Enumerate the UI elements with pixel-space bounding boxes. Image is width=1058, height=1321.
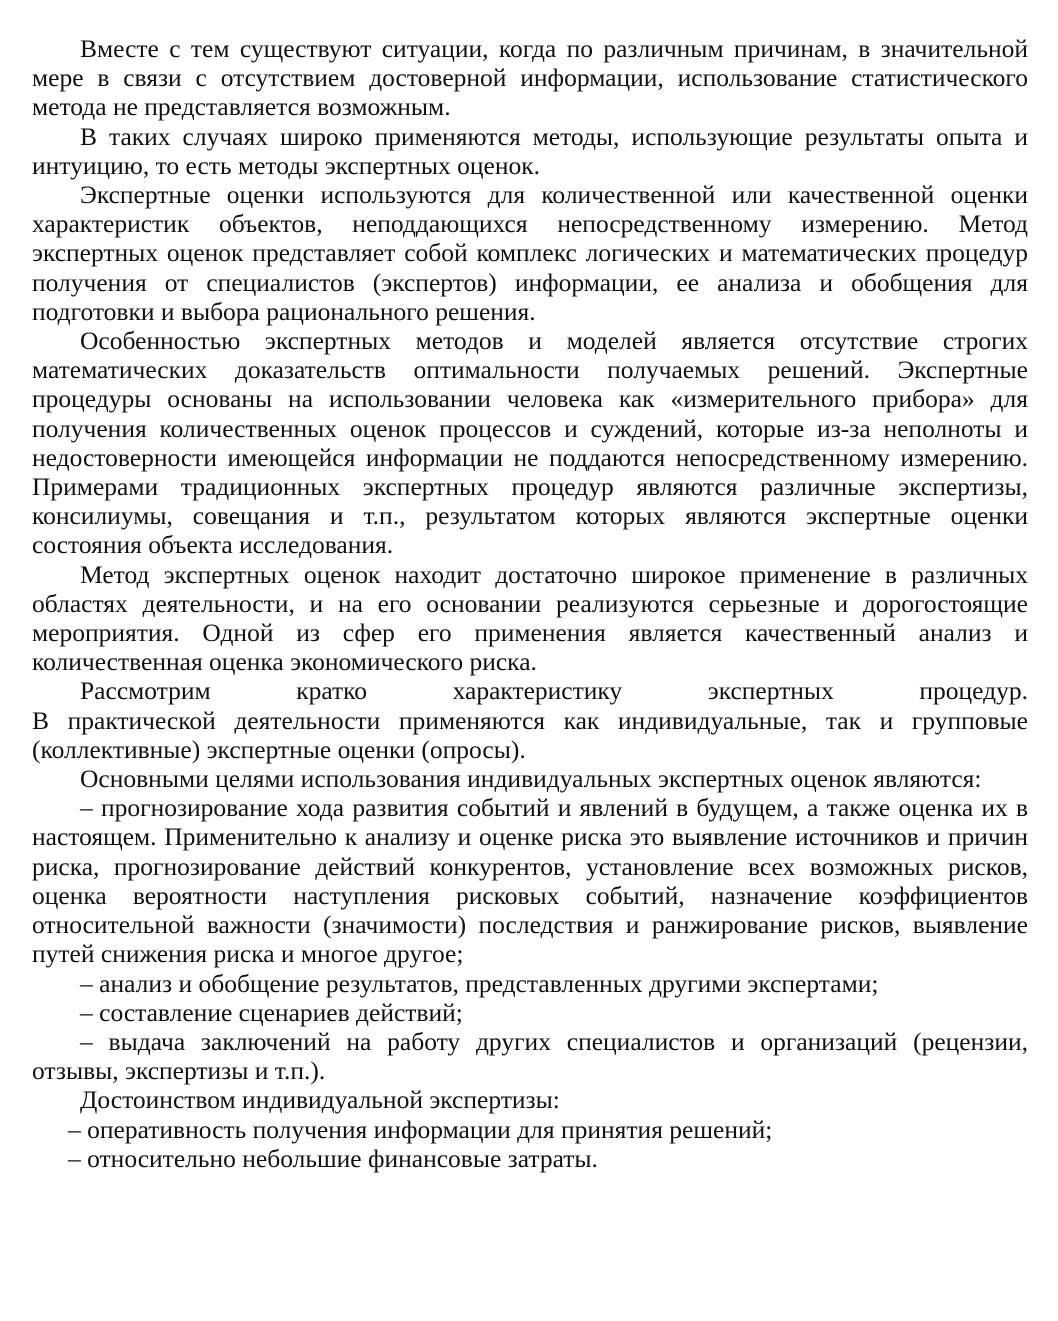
list-item-scenarios: – составление сценариев действий;	[80, 997, 463, 1027]
list-item-analysis: – анализ и обобщение результатов, представленных другими экспертами;	[80, 968, 879, 998]
paragraph-methods: В таких случаях широко применяются методы, использующие результаты опыта и интуицию, то есть методы экспертных оценок.	[32, 121, 1028, 180]
paragraph-advantages: Достоинством индивидуальной экспертизы:	[80, 1085, 560, 1115]
paragraph-features: Особенностью экспертных методов и моделей является отсутствие строгих математических доказательств оптимальности получаемых решений. Экспертные процедуры основаны на использовании человека как «измерительного прибора» для получения количественных оценок процессов и суждений, которые из-за неполноты и недостоверности имеющейся информации не поддаются непосредственному измерению. Примерами традиционных экспертных процедур являются различные экспертизы, консилиумы, совещания и т.п., результатом которых являются экспертные оценки состояния объекта исследования.	[32, 326, 1028, 560]
paragraph-consider: Рассмотрим кратко характеристику экспертных процедур.	[80, 676, 1028, 706]
paragraph-expert-estimates: Экспертные оценки используются для количественной или качественной оценки характеристик объектов, неподдающихся непосредственному измерению. Метод экспертных оценок представляет собой комплекс логических и математических процедур получения от специалистов (экспертов) информации, ее анализа и обобщения для подготовки и выбора рационального решения.	[32, 180, 1028, 326]
list-item-efficiency: – оперативность получения информации для принятия решений;	[68, 1114, 773, 1144]
paragraph-practice: В практической деятельности применяются как индивидуальные, так и групповые (коллективные) экспертные оценки (опросы).	[32, 705, 1028, 764]
list-item-costs: – относительно небольшие финансовые затраты.	[68, 1143, 598, 1173]
paragraph-intro: Вместе с тем существуют ситуации, когда по различным причинам, в значительной мере в связи с отсутствием достоверной информации, использование статистического метода не представляется возможным.	[32, 34, 1028, 122]
document-page	[32, 34, 1028, 1173]
list-item-conclusions: – выдача заключений на работу других специалистов и организаций (рецензии, отзывы, экспертизы и т.п.).	[32, 1026, 1028, 1086]
paragraph-application: Метод экспертных оценок находит достаточно широкое применение в различных областях деятельности, и на его основании реализуются серьезные и дорогостоящие мероприятия. Одной из сфер его применения является качественный анализ и количественная оценка экономического риска.	[32, 559, 1028, 677]
paragraph-goals: Основными целями использования индивидуальных экспертных оценок являются:	[80, 764, 982, 794]
list-item-forecasting: – прогнозирование хода развития событий и явлений в будущем, а также оценка их в настоящем. Применительно к анализу и оценке риска это выявление источников и причин риска, прогнозирование действий конкурентов, установление всех возможных рисков, оценка вероятности наступления рисковых событий, назначение коэффициентов относительной важности (значимости) последствия и ранжирование рисков, выявление путей снижения риска и многое другое;	[32, 793, 1028, 969]
